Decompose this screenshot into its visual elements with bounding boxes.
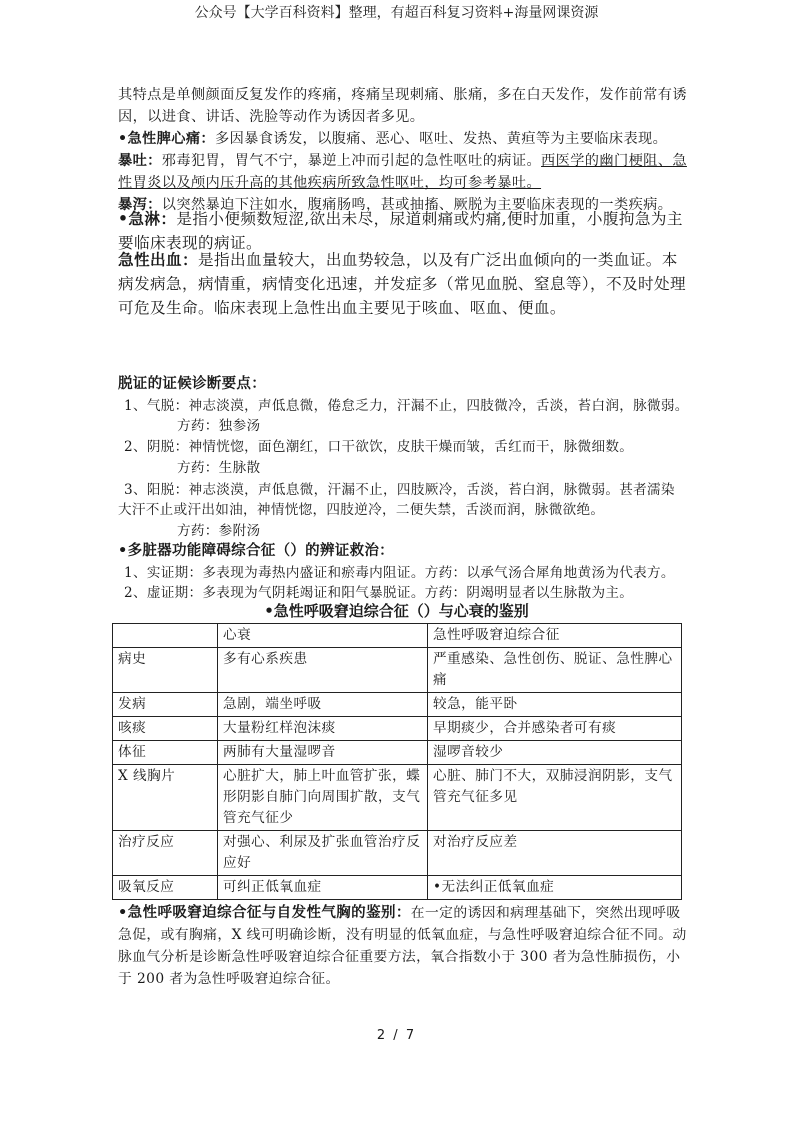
tuozheng-item-2: 2、阴脱：神情恍惚，面色潮红，口干欲饮，皮肤干燥而皱，舌红而干，脉微细数。 bbox=[124, 439, 634, 455]
tuozheng-formula-1: 方药：独参汤 bbox=[177, 418, 261, 434]
pneumothorax-body: 在一定的诱因和病理基础下，突然出现呼吸急促，或有胸痛，X 线可明确诊断，没有明显的低氧血症，与急性呼吸窘迫综合征不同。动脉血气分析是诊断急性呼吸窘迫综合征重要方法，氧合指数小于 300 者为急性肺损伤，小于 200 者为急性呼吸窘迫综合征。 bbox=[118, 905, 687, 987]
definition-acute-pancreatitis bbox=[118, 128, 688, 150]
table-row bbox=[113, 741, 682, 765]
pneumothorax-paragraph bbox=[118, 902, 688, 990]
table-cell: 对强心、利尿及扩张血管治疗反应好 bbox=[218, 831, 428, 876]
table-row bbox=[113, 831, 682, 876]
table-title: •急性呼吸窘迫综合征（）与心衰的鉴别 bbox=[264, 602, 529, 620]
definition-term: •急淋： bbox=[118, 210, 177, 228]
table-row bbox=[113, 717, 682, 741]
mods-heading: •多脏器功能障碍综合征（）的辨证救治： bbox=[118, 543, 394, 559]
table-cell: 对治疗反应差 bbox=[428, 831, 682, 876]
definition-body: 邪毒犯胃，胃气不宁，暴逆上冲而引起的急性呕吐的病证。 bbox=[161, 153, 542, 169]
tuozheng-heading: 脱证的证候诊断要点： bbox=[118, 376, 266, 392]
definition-term: 暴泻： bbox=[118, 197, 162, 213]
table-cell: •无法纠正低氧血症 bbox=[428, 876, 682, 900]
definition-body: 多因暴食诱发，以腹痛、恶心、呕吐、发热、黄疸等为主要临床表现。 bbox=[215, 131, 668, 147]
table-cell: 急剧，端坐呼吸 bbox=[218, 693, 428, 717]
definition-term: 急性出血： bbox=[118, 251, 198, 269]
table-cell: 湿啰音较少 bbox=[428, 741, 682, 765]
table-cell: X 线胸片 bbox=[113, 765, 218, 831]
table-header-cell: 急性呼吸窘迫综合征 bbox=[428, 624, 682, 648]
table-cell: 发病 bbox=[113, 693, 218, 717]
tuozheng-item-3: 3、阳脱：神志淡漠，声低息微，汗漏不止，四肢厥冷，舌淡，苔白润，脉微弱。甚者濡染 bbox=[124, 482, 675, 498]
mods-item-2: 2、虚证期：多表现为气阴耗竭证和阳气暴脱证。方药：阴竭明显者以生脉散为主。 bbox=[124, 585, 634, 601]
definition-term: •急性脾心痛： bbox=[118, 131, 215, 147]
intro-paragraph: 其特点是单侧颜面反复发作的疼痛，疼痛呈现刺痛、胀痛，多在白天发作，发作前常有诱因，以进食、讲话、洗脸等动作为诱因者多见。 bbox=[118, 87, 687, 125]
tuozheng-item-3-continuation: 大汗不止或汗出如油，神情恍惚，四肢逆冷，二便失禁，舌淡而润，脉微欲绝。 bbox=[118, 502, 605, 518]
table-cell: 较急，能平卧 bbox=[428, 693, 682, 717]
definition-underlined-note: 西医学的幽门梗阻、急性胃炎以及颅内压升高的其他疾病所致急性呕吐，均可参考暴吐。 bbox=[118, 153, 687, 191]
definition-term: 暴吐： bbox=[118, 153, 162, 169]
table-header-cell bbox=[113, 624, 218, 648]
page-header: 公众号【大学百科资料】整理，有超百科复习资料+海量网课资源 bbox=[194, 5, 599, 21]
table-cell: 心脏扩大，肺上叶血管扩张，蝶形阴影自肺门向周围扩散，支气管充气征少 bbox=[218, 765, 428, 831]
table-cell: 病史 bbox=[113, 648, 218, 693]
table-header-row bbox=[113, 624, 682, 648]
table-cell: 治疗反应 bbox=[113, 831, 218, 876]
definition-violent-vomiting bbox=[118, 150, 688, 194]
table-row bbox=[113, 648, 682, 693]
table-cell: 咳痰 bbox=[113, 717, 218, 741]
table-cell: 多有心系疾患 bbox=[218, 648, 428, 693]
table-cell: 早期痰少，合并感染者可有痰 bbox=[428, 717, 682, 741]
table-cell: 大量粉红样泡沫痰 bbox=[218, 717, 428, 741]
tuozheng-formula-2: 方药：生脉散 bbox=[177, 460, 261, 476]
page-indicator: 2 / 7 bbox=[376, 1028, 417, 1043]
pneumothorax-term: •急性呼吸窘迫综合征与自发性气胸的鉴别： bbox=[118, 905, 411, 921]
mods-item-1: 1、实证期：多表现为毒热内盛证和瘀毒内阻证。方药：以承气汤合犀角地黄汤为代表方。 bbox=[124, 565, 675, 581]
table-row bbox=[113, 876, 682, 900]
tuozheng-item-1: 1、气脱：神志淡漠，声低息微，倦怠乏力，汗漏不止，四肢微冷，舌淡，苔白润，脉微弱。 bbox=[124, 398, 689, 414]
table-cell: 可纠正低氧血症 bbox=[218, 876, 428, 900]
definition-acute-bleeding bbox=[118, 248, 688, 320]
tuozheng-formula-3: 方药：参附汤 bbox=[177, 523, 261, 539]
definition-body: 是指出血量较大，出血势较急，以及有广泛出血倾向的一类血证。本病发病急，病情重，病情变化迅速，并发症多（常见血脱、窒息等），不及时处理可危及生命。临床表现上急性出血主要见于咳血、呕血、便血。 bbox=[118, 251, 686, 317]
table-cell: 体征 bbox=[113, 741, 218, 765]
table-cell: 吸氧反应 bbox=[113, 876, 218, 900]
table-row bbox=[113, 765, 682, 831]
table-cell: 严重感染、急性创伤、脱证、急性脾心痛 bbox=[428, 648, 682, 693]
table-cell: 心脏、肺门不大，双肺浸润阴影，支气管充气征多见 bbox=[428, 765, 682, 831]
table-header-cell: 心衰 bbox=[218, 624, 428, 648]
definition-body: 是指小便频数短涩,欲出未尽，尿道刺痛或灼痛,便时加重，小腹拘急为主要临床表现的病证。 bbox=[118, 210, 683, 252]
definition-body: 以突然暴迫下注如水，腹痛肠鸣，甚或抽搐、厥脱为主要临床表现的一类疾病。 bbox=[161, 197, 673, 213]
table-row bbox=[113, 693, 682, 717]
comparison-table bbox=[112, 623, 682, 900]
table-cell: 两肺有大量湿啰音 bbox=[218, 741, 428, 765]
